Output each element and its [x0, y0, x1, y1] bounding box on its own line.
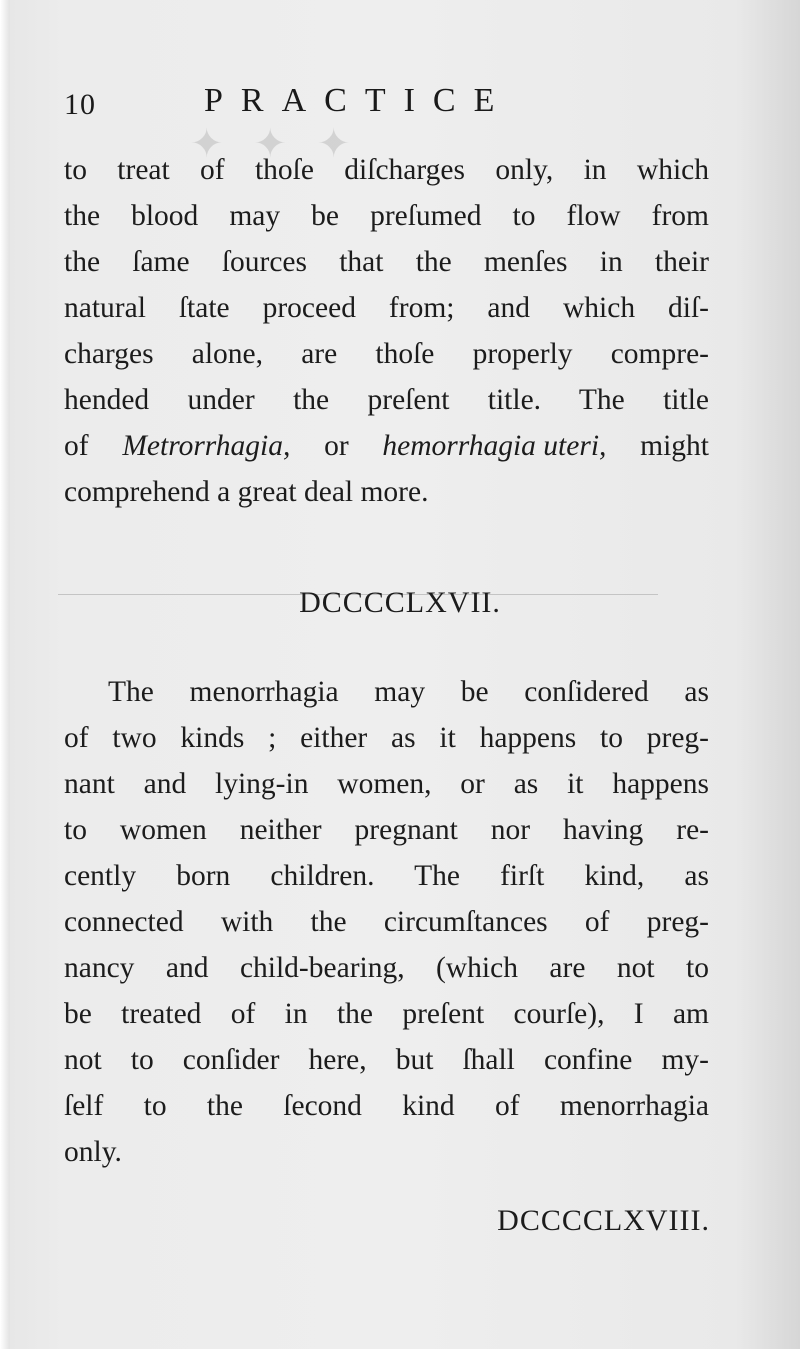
- italic-term-hemorrhagia-uteri: hemorrhagia uteri,: [382, 430, 607, 462]
- text-line: The menorrhagia may be conſidered as: [108, 676, 709, 708]
- text-line: comprehend a great deal more.: [64, 476, 429, 508]
- page-number: 10: [64, 88, 96, 121]
- text-line: not to conſider here, but ſhall confine my-: [64, 1044, 709, 1076]
- page-header: [64, 82, 714, 122]
- text-line: natural ſtate proceed from; and which diſ-: [64, 292, 709, 324]
- running-head: PRACTICE: [204, 82, 513, 119]
- text-line: of two kinds ; either as it happens to preg-: [64, 722, 709, 754]
- text-line: nant and lying-in women, or as it happens: [64, 768, 709, 800]
- text-line: be treated of in the preſent courſe), I am: [64, 998, 709, 1030]
- text-line: to women neither pregnant nor having re-: [64, 814, 709, 846]
- text-fragment: might: [640, 430, 709, 462]
- text-line: the ſame ſources that the menſes in their: [64, 246, 709, 278]
- text-line: charges alone, are thoſe properly compre-: [64, 338, 709, 370]
- text-fragment: or: [324, 430, 349, 462]
- text-fragment: of: [64, 430, 89, 462]
- text-line: cently born children. The firſt kind, as: [64, 860, 709, 892]
- catchword: DCCCCLXVIII.: [497, 1204, 710, 1237]
- section-number: DCCCCLXVII.: [299, 586, 501, 619]
- italic-term-metrorrhagia: Metrorrhagia,: [122, 430, 291, 462]
- show-through-decoration: ✦ ✦ ✦: [180, 121, 351, 166]
- text-line: ſelf to the ſecond kind of menorrhagia: [64, 1090, 709, 1122]
- text-line: nancy and child-bearing, (which are not to: [64, 952, 709, 984]
- page-gutter: [0, 0, 10, 1349]
- text-line: to treat of thoſe diſcharges only, in which: [64, 154, 709, 186]
- text-line: connected with the circumſtances of preg-: [64, 906, 709, 938]
- text-line: hended under the preſent title. The title: [64, 384, 709, 416]
- text-line-italic-terms: [64, 426, 709, 466]
- text-line: only.: [64, 1136, 122, 1168]
- text-line: the blood may be preſumed to flow from: [64, 200, 709, 232]
